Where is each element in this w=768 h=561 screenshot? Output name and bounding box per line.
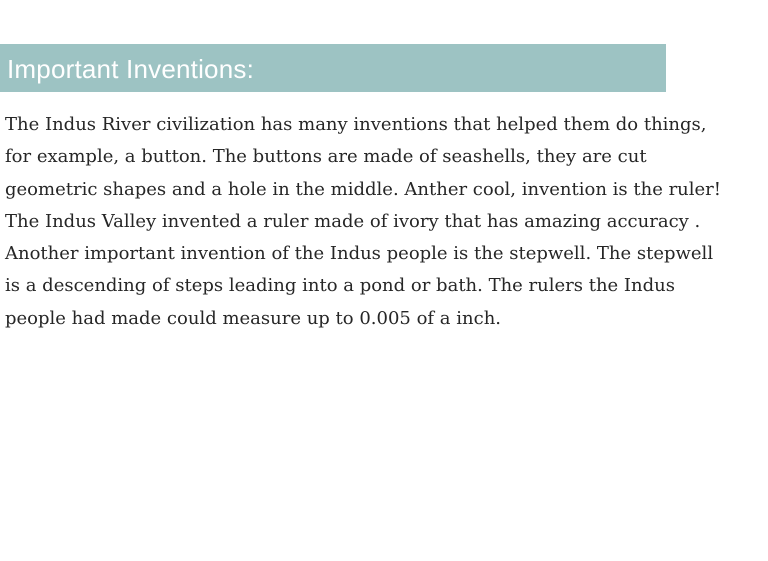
slide-title: Important Inventions: [7, 54, 254, 84]
body-line-7: people had made could measure up to 0.005 of a inch. [5, 307, 502, 329]
body-line-6: is a descending of steps leading into a pond or bath. The rulers the Indus [5, 275, 675, 297]
title-bar [0, 44, 666, 92]
body-line-1: The Indus River civilization has many inventions that helped them do things, [5, 114, 707, 135]
body-line-4: The Indus Valley invented a ruler made of ivory that has amazing accuracy . [5, 210, 701, 232]
body-line-3: geometric shapes and a hole in the middle. Anther cool, invention is the ruler! [5, 178, 722, 200]
slide-body [5, 109, 765, 335]
body-line-5: Another important invention of the Indus people is the stepwell. The stepwell [5, 243, 714, 265]
body-line-2: for example, a button. The buttons are made of seashells, they are cut [5, 146, 647, 168]
